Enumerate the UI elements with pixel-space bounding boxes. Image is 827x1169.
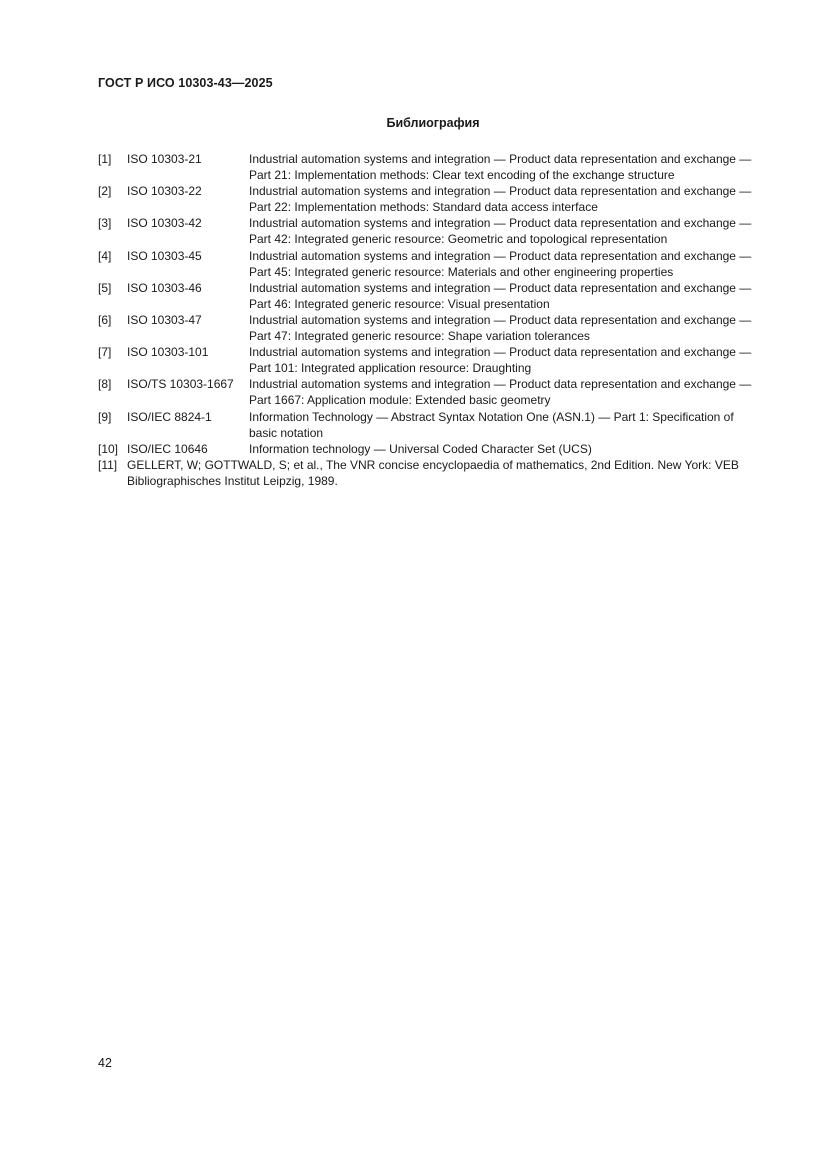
bib-desc-line: Part 21: Implementation methods: Clear text encoding of the exchange structure	[249, 168, 675, 182]
section-title: Библиография	[386, 116, 480, 130]
bib-description	[249, 441, 770, 457]
page-number: 42	[98, 1056, 112, 1070]
bib-desc-line: Industrial automation systems and integration — Product data representation and exchange —	[249, 216, 752, 231]
bib-code: ISO 10303-22	[127, 184, 202, 199]
bib-number: [1]	[98, 152, 112, 166]
bib-code: ISO/IEC 10646	[127, 441, 208, 456]
bib-code: ISO 10303-46	[127, 280, 202, 295]
bib-code: ISO 10303-45	[127, 248, 202, 263]
bib-number: [11]	[98, 457, 118, 472]
bib-number: [3]	[98, 216, 112, 231]
bib-code: ISO 10303-42	[127, 216, 202, 231]
standard-header: ГОСТ Р ИСО 10303-43—2025	[98, 76, 273, 90]
bib-desc-line: Information Technology — Abstract Syntax Notation One (ASN.1) — Part 1: Specification of	[249, 409, 734, 424]
bib-entry	[98, 280, 770, 312]
bib-description	[249, 280, 770, 312]
bib-description	[249, 183, 770, 215]
bib-desc-line: Industrial automation systems and integration — Product data representation and exchange —	[249, 280, 752, 295]
bib-desc-line: Part 1667: Application module: Extended basic geometry	[249, 393, 551, 408]
bib-desc-line: Bibliographisches Institut Leipzig, 1989.	[127, 473, 338, 488]
bib-entry	[98, 183, 770, 215]
bib-number: [4]	[98, 248, 112, 263]
bib-desc-line: Part 22: Implementation methods: Standard data access interface	[249, 200, 598, 215]
bib-entry	[98, 151, 770, 183]
bib-desc-line: basic notation	[249, 425, 324, 440]
bib-number: [5]	[98, 280, 112, 295]
bib-description	[249, 151, 770, 183]
bib-entry	[98, 376, 770, 408]
bib-entry	[98, 248, 770, 280]
bib-description	[249, 248, 770, 280]
bib-desc-line: Part 47: Integrated generic resource: Shape variation tolerances	[249, 328, 590, 343]
bib-number: [2]	[98, 184, 112, 199]
bib-number: [7]	[98, 345, 112, 360]
bib-desc-line: Industrial automation systems and integration — Product data representation and exchange —	[249, 248, 752, 263]
bib-number: [10]	[98, 441, 119, 456]
bib-code: ISO 10303-47	[127, 312, 202, 327]
bib-desc-line: Industrial automation systems and integration — Product data representation and exchange —	[249, 184, 752, 199]
bib-code: ISO/IEC 8824-1	[127, 409, 212, 424]
bib-description	[249, 215, 770, 247]
bib-entry	[98, 215, 770, 247]
bib-desc-line: Part 45: Integrated generic resource: Materials and other engineering properties	[249, 264, 674, 279]
bibliography-list	[98, 151, 770, 489]
bib-description	[249, 409, 770, 441]
bib-description	[249, 344, 770, 376]
bib-description	[249, 376, 770, 408]
bib-desc-line: Part 101: Integrated application resource: Draughting	[249, 361, 532, 376]
bib-desc-line: Industrial automation systems and integration — Product data representation and exchange —	[249, 152, 752, 166]
bib-entry	[98, 344, 770, 376]
bib-desc-line: Industrial automation systems and integration — Product data representation and exchange —	[249, 312, 752, 327]
bib-code: ISO/TS 10303-1667	[127, 377, 234, 392]
bib-desc-line: Part 46: Integrated generic resource: Visual presentation	[249, 296, 550, 311]
bib-number: [6]	[98, 312, 112, 327]
bib-code: ISO 10303-101	[127, 345, 209, 360]
bib-desc-line: Information technology — Universal Coded Character Set (UCS)	[249, 441, 592, 456]
bib-desc-line: Industrial automation systems and integration — Product data representation and exchange —	[249, 377, 752, 392]
bib-code: ISO 10303-21	[127, 152, 202, 166]
bib-description	[249, 312, 770, 344]
bib-desc-line: Industrial automation systems and integration — Product data representation and exchange —	[249, 345, 752, 360]
bib-entry	[98, 441, 770, 457]
bib-desc-line: Part 42: Integrated generic resource: Geometric and topological representation	[249, 232, 668, 247]
bib-number: [9]	[98, 409, 112, 424]
bib-entry	[98, 457, 770, 489]
bib-description	[127, 457, 770, 489]
bib-desc-line: GELLERT, W; GOTTWALD, S; et al., The VNR concise encyclopaedia of mathematics, 2nd Edition. New York: VEB	[127, 457, 739, 472]
bib-entry	[98, 409, 770, 441]
bib-number: [8]	[98, 377, 112, 392]
bib-entry	[98, 312, 770, 344]
